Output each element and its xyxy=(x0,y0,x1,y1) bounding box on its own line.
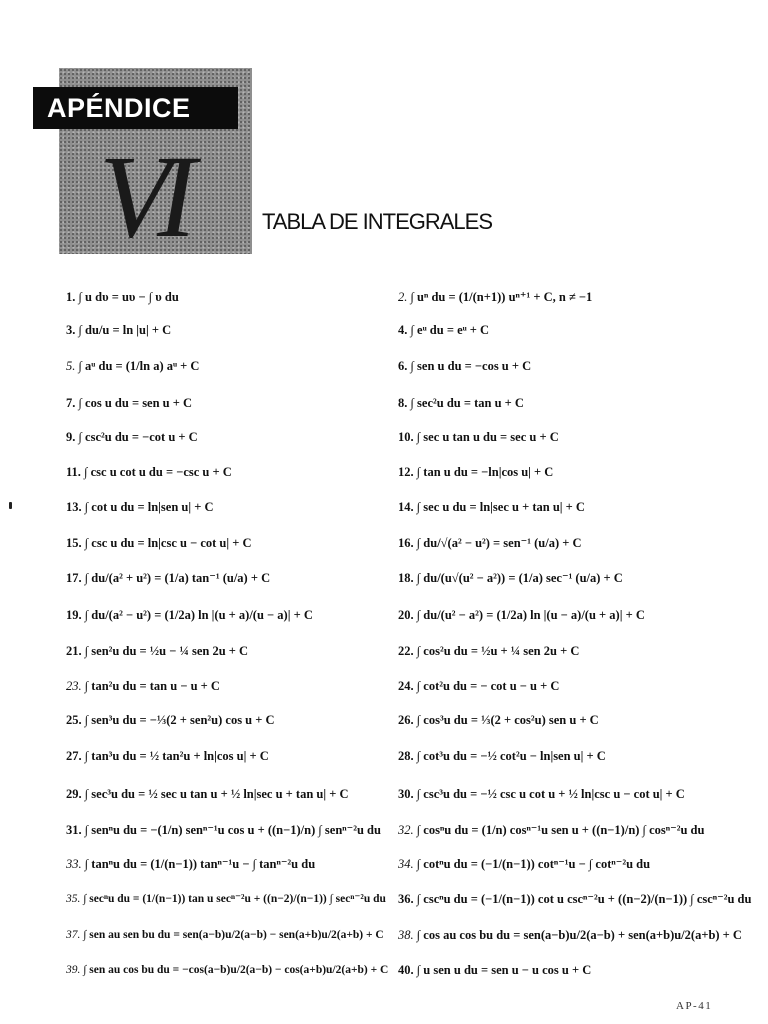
formula-number: 34. xyxy=(398,857,414,871)
formula-expression: ∫ du/(a² + u²) = (1/a) tan⁻¹ (u/a) + C xyxy=(84,571,271,585)
formula-expression: ∫ sec³u du = ½ sec u tan u + ½ ln|sec u + tan u| + C xyxy=(84,787,349,801)
formula-number: 28. xyxy=(398,749,414,763)
formula-number: 2. xyxy=(398,290,408,304)
formula-23 xyxy=(66,678,220,694)
formula-35 xyxy=(66,891,386,907)
formula-number: 26. xyxy=(398,713,414,727)
formula-31 xyxy=(66,822,381,838)
formula-expression: ∫ tan²u du = tan u − u + C xyxy=(84,679,220,693)
formula-expression: ∫ cos³u du = ⅓(2 + cos²u) sen u + C xyxy=(416,713,599,727)
appendix-number: VI xyxy=(99,131,183,262)
formula-expression: ∫ eᵘ du = eᵘ + C xyxy=(410,323,490,337)
formula-number: 8. xyxy=(398,396,408,410)
formula-expression: ∫ sen au cos bu du = −cos(a−b)u/2(a−b) − cos(a+b)u/2(a+b) + C xyxy=(83,964,389,976)
formula-10 xyxy=(398,429,559,445)
stray-ink-mark xyxy=(9,502,12,509)
formula-14 xyxy=(398,499,585,515)
formula-number: 16. xyxy=(398,536,414,550)
formula-39 xyxy=(66,962,388,978)
formula-expression: ∫ csc u du = ln|csc u − cot u| + C xyxy=(84,536,252,550)
formula-expression: ∫ sec u tan u du = sec u + C xyxy=(416,430,559,444)
formula-3 xyxy=(66,322,171,338)
formula-37 xyxy=(66,927,384,943)
formula-number: 4. xyxy=(398,323,408,337)
formula-expression: ∫ sen²u du = ½u − ¼ sen 2u + C xyxy=(84,644,249,658)
formula-expression: ∫ cscⁿu du = (−1/(n−1)) cot u cscⁿ⁻²u + ((n−2)/(n−1)) ∫ cscⁿ⁻²u du xyxy=(416,892,752,906)
formula-number: 27. xyxy=(66,749,82,763)
formula-number: 30. xyxy=(398,787,414,801)
formula-expression: ∫ cos u du = sen u + C xyxy=(78,396,193,410)
formula-expression: ∫ du/(u√(u² − a²)) = (1/a) sec⁻¹ (u/a) + C xyxy=(416,571,623,585)
formula-21 xyxy=(66,643,248,659)
formula-expression: ∫ du/(u² − a²) = (1/2a) ln |(u − a)/(u + a)| + C xyxy=(416,608,645,622)
formula-number: 29. xyxy=(66,787,82,801)
formula-number: 39. xyxy=(66,964,81,976)
formula-number: 14. xyxy=(398,500,414,514)
formula-13 xyxy=(66,499,214,515)
formula-26 xyxy=(398,712,599,728)
formula-expression: ∫ cotⁿu du = (−1/(n−1)) cotⁿ⁻¹u − ∫ cotⁿ⁻²u du xyxy=(416,857,651,871)
formula-number: 3. xyxy=(66,323,76,337)
formula-number: 37. xyxy=(66,929,81,941)
formula-36 xyxy=(398,891,751,907)
formula-expression: ∫ sen au sen bu du = sen(a−b)u/2(a−b) − sen(a+b)u/2(a+b) + C xyxy=(83,929,384,941)
formula-expression: ∫ tan³u du = ½ tan²u + ln|cos u| + C xyxy=(84,749,269,763)
formula-number: 25. xyxy=(66,713,82,727)
formula-expression: ∫ cosⁿu du = (1/n) cosⁿ⁻¹u sen u + ((n−1)/n) ∫ cosⁿ⁻²u du xyxy=(416,823,705,837)
formula-40 xyxy=(398,962,591,978)
formula-number: 20. xyxy=(398,608,414,622)
formula-number: 7. xyxy=(66,396,76,410)
formula-number: 9. xyxy=(66,430,76,444)
formula-number: 11. xyxy=(66,465,81,479)
formula-expression: ∫ du/(a² − u²) = (1/2a) ln |(u + a)/(u − a)| + C xyxy=(84,608,313,622)
formula-number: 17. xyxy=(66,571,82,585)
formula-1 xyxy=(66,289,179,305)
formula-expression: ∫ cot³u du = −½ cot²u − ln|sen u| + C xyxy=(416,749,606,763)
formula-number: 32. xyxy=(398,823,414,837)
formula-number: 19. xyxy=(66,608,82,622)
formula-27 xyxy=(66,748,269,764)
formula-expression: ∫ cot u du = ln|sen u| + C xyxy=(84,500,214,514)
formula-expression: ∫ aᵘ du = (1/ln a) aᵘ + C xyxy=(78,359,200,373)
formula-12 xyxy=(398,464,553,480)
formula-expression: ∫ cos²u du = ½u + ¼ sen 2u + C xyxy=(416,644,580,658)
formula-number: 6. xyxy=(398,359,408,373)
formula-38 xyxy=(398,927,742,943)
formula-19 xyxy=(66,607,313,623)
formula-expression: ∫ tan u du = −ln|cos u| + C xyxy=(416,465,554,479)
appendix-label: APÉNDICE xyxy=(33,87,238,129)
formula-expression: ∫ senⁿu du = −(1/n) senⁿ⁻¹u cos u + ((n−1)/n) ∫ senⁿ⁻²u du xyxy=(84,823,381,837)
formula-expression: ∫ csc²u du = −cot u + C xyxy=(78,430,198,444)
formula-expression: ∫ du/u = ln |u| + C xyxy=(78,323,172,337)
formula-expression: ∫ cot²u du = − cot u − u + C xyxy=(416,679,560,693)
formula-17 xyxy=(66,570,270,586)
formula-6 xyxy=(398,358,531,374)
formula-number: 22. xyxy=(398,644,414,658)
formula-expression: ∫ csc³u du = −½ csc u cot u + ½ ln|csc u − cot u| + C xyxy=(416,787,685,801)
formula-2 xyxy=(398,289,592,305)
formula-number: 18. xyxy=(398,571,414,585)
formula-8 xyxy=(398,395,524,411)
formula-29 xyxy=(66,786,349,802)
formula-expression: ∫ du/√(a² − u²) = sen⁻¹ (u/a) + C xyxy=(416,536,582,550)
formula-number: 12. xyxy=(398,465,414,479)
formula-16 xyxy=(398,535,582,551)
formula-34 xyxy=(398,856,650,872)
formula-number: 10. xyxy=(398,430,414,444)
formula-expression: ∫ uⁿ du = (1/(n+1)) uⁿ⁺¹ + C, n ≠ −1 xyxy=(410,290,593,304)
formula-11 xyxy=(66,464,232,480)
formula-7 xyxy=(66,395,192,411)
formula-expression: ∫ secⁿu du = (1/(n−1)) tan u secⁿ⁻²u + ((n−2)/(n−1)) ∫ secⁿ⁻²u du xyxy=(83,893,386,905)
formula-number: 13. xyxy=(66,500,82,514)
formula-15 xyxy=(66,535,252,551)
formula-32 xyxy=(398,822,704,838)
formula-number: 36. xyxy=(398,892,414,906)
formula-expression: ∫ tanⁿu du = (1/(n−1)) tanⁿ⁻¹u − ∫ tanⁿ⁻²u du xyxy=(84,857,316,871)
formula-9 xyxy=(66,429,198,445)
formula-expression: ∫ sen u du = −cos u + C xyxy=(410,359,532,373)
formula-30 xyxy=(398,786,685,802)
formula-number: 23. xyxy=(66,679,82,693)
formula-number: 15. xyxy=(66,536,82,550)
formula-number: 38. xyxy=(398,928,414,942)
formula-number: 24. xyxy=(398,679,414,693)
formula-22 xyxy=(398,643,579,659)
formula-number: 33. xyxy=(66,857,82,871)
formula-28 xyxy=(398,748,606,764)
formula-expression: ∫ sec²u du = tan u + C xyxy=(410,396,524,410)
formula-expression: ∫ u dυ = uυ − ∫ υ du xyxy=(78,290,179,304)
formula-expression: ∫ sec u du = ln|sec u + tan u| + C xyxy=(416,500,585,514)
formula-24 xyxy=(398,678,559,694)
formula-20 xyxy=(398,607,645,623)
formula-18 xyxy=(398,570,623,586)
page-title: TABLA DE INTEGRALES xyxy=(262,209,493,234)
formula-number: 40. xyxy=(398,963,414,977)
formula-expression: ∫ cos au cos bu du = sen(a−b)u/2(a−b) + sen(a+b)u/2(a+b) + C xyxy=(416,928,742,942)
page-number: AP-41 xyxy=(676,1000,713,1012)
formula-expression: ∫ u sen u du = sen u − u cos u + C xyxy=(416,963,592,977)
formula-expression: ∫ csc u cot u du = −csc u + C xyxy=(84,465,232,479)
formula-4 xyxy=(398,322,489,338)
formula-expression: ∫ sen³u du = −⅓(2 + sen²u) cos u + C xyxy=(84,713,275,727)
formula-number: 5. xyxy=(66,359,76,373)
formula-number: 35. xyxy=(66,893,81,905)
formula-number: 1. xyxy=(66,290,76,304)
formula-25 xyxy=(66,712,275,728)
formula-number: 31. xyxy=(66,823,82,837)
formula-5 xyxy=(66,358,199,374)
formula-number: 21. xyxy=(66,644,82,658)
formula-33 xyxy=(66,856,315,872)
